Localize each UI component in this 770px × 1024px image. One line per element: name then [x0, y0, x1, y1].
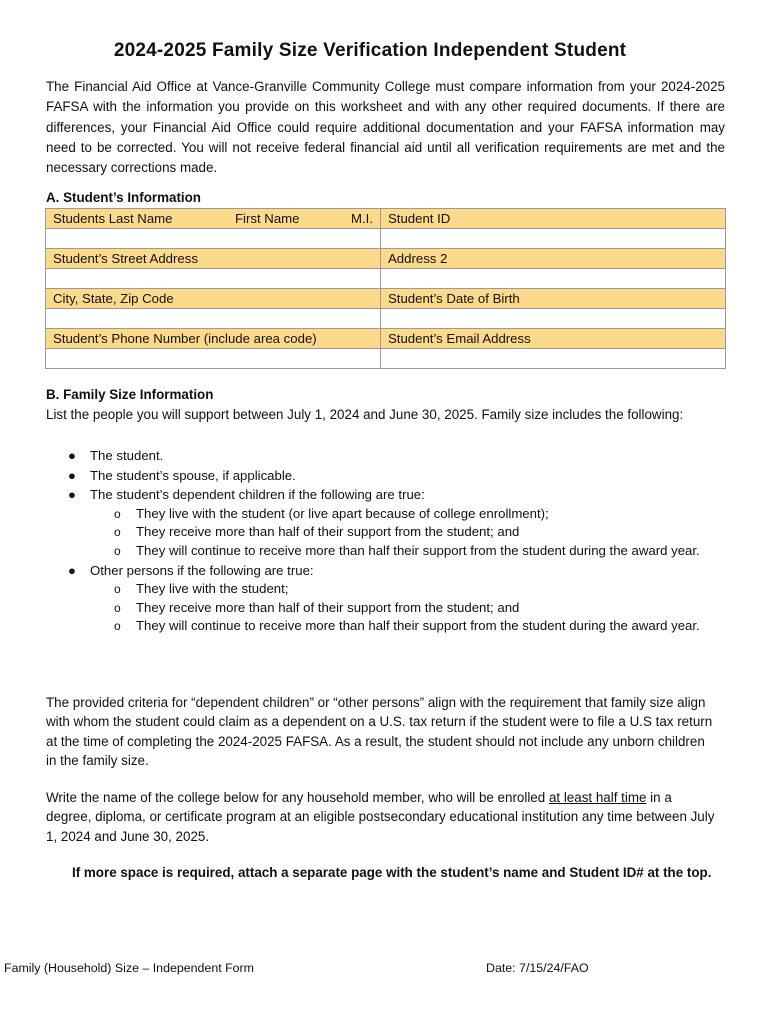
student-info-table: [45, 208, 726, 369]
phone-field[interactable]: [46, 349, 381, 369]
list-item-text: The student’s spouse, if applicable.: [90, 467, 296, 483]
list-item: [90, 599, 706, 618]
bullet-icon: ●: [68, 562, 76, 578]
family-size-list: [46, 446, 706, 636]
table-row: [46, 289, 726, 309]
list-item: [90, 617, 706, 636]
list-item: [90, 523, 706, 542]
table-row: [46, 209, 726, 229]
bullet-icon: ●: [68, 467, 76, 483]
date-of-birth-field[interactable]: [381, 309, 726, 329]
circle-bullet-icon: o: [114, 582, 121, 597]
list-item-text: They live with the student;: [136, 581, 289, 597]
name-field[interactable]: [46, 229, 381, 249]
list-item-text: They receive more than half of their support from the student; and: [136, 599, 520, 615]
list-item-text: They will continue to receive more than half their support from the student during the award year.: [136, 618, 700, 634]
circle-bullet-icon: o: [114, 619, 121, 634]
city-state-zip-label: City, State, Zip Code: [46, 289, 381, 309]
bullet-icon: ●: [68, 487, 76, 503]
intro-paragraph: The Financial Aid Office at Vance-Granville Community College must compare information from your 2024-2025 FAFSA with the information you provide on this worksheet and with any other required documents. If there are differences, your Financial Aid Office could require additional documentation and your FAFSA information may need to be corrected. You will not receive federal financial aid until all verification requirements are met and the necessary corrections made.: [46, 79, 725, 176]
table-row: [46, 349, 726, 369]
list-item: [46, 446, 706, 466]
student-id-field[interactable]: [381, 229, 726, 249]
footer-date: Date: 7/15/24/FAO: [486, 961, 589, 975]
list-item-text: Other persons if the following are true:: [90, 562, 314, 578]
list-item: [90, 505, 706, 524]
table-row: [46, 309, 726, 329]
section-a-heading: A. Student’s Information: [46, 190, 201, 205]
list-item-text: They receive more than half of their support from the student; and: [136, 524, 520, 540]
table-row: [46, 249, 726, 269]
phone-label: Student’s Phone Number (include area code): [46, 329, 381, 349]
last-name-label: Students Last Name: [53, 211, 173, 226]
circle-bullet-icon: o: [114, 543, 121, 558]
list-item-text: They live with the student (or live apart because of college enrollment);: [136, 505, 549, 521]
section-b-intro: List the people you will support between July 1, 2024 and June 30, 2025. Family size includes the following:: [46, 407, 684, 422]
street-address-field[interactable]: [46, 269, 381, 289]
email-label: Student’s Email Address: [381, 329, 726, 349]
city-state-zip-field[interactable]: [46, 309, 381, 329]
list-item-text: The student’s dependent children if the following are true:: [90, 487, 425, 503]
table-row: [46, 329, 726, 349]
mi-label: M.I.: [351, 211, 373, 226]
college-paragraph: [46, 788, 716, 846]
address-2-field[interactable]: [381, 269, 726, 289]
circle-bullet-icon: o: [114, 506, 121, 521]
circle-bullet-icon: o: [114, 525, 121, 540]
email-field[interactable]: [381, 349, 726, 369]
list-item: [90, 580, 706, 599]
page-title: 2024-2025 Family Size Verification Independent Student: [113, 40, 627, 61]
address-2-label: Address 2: [381, 249, 726, 269]
student-id-label: Student ID: [381, 209, 726, 229]
college-text-part2: in a degree, diploma, or certificate program at an eligible postsecondary educational institution any time between July 1, 2024 and June 30, 2025.: [46, 790, 715, 844]
section-b-heading: B. Family Size Information: [46, 387, 214, 402]
children-conditions-list: [90, 505, 706, 561]
college-text-part1: Write the name of the college below for any household member, who will be enrolled: [46, 790, 549, 805]
footer-form-name: Family (Household) Size – Independent Form: [4, 961, 254, 975]
list-item: [46, 466, 706, 486]
list-item: [90, 542, 706, 561]
extra-space-note: If more space is required, attach a separate page with the student’s name and Student ID# at the top.: [72, 865, 712, 880]
street-address-label: Student’s Street Address: [46, 249, 381, 269]
first-name-label: First Name: [235, 211, 300, 226]
criteria-paragraph: The provided criteria for “dependent children” or “other persons” align with the requirement that family size align with whom the student could claim as a dependent on a U.S. tax return if the student were to file a U.S tax return at the time of completing the 2024-2025 FAFSA. As a result, the student should not include any unborn children in the family size.: [46, 695, 713, 769]
table-row: [46, 269, 726, 289]
other-conditions-list: [90, 580, 706, 636]
list-item: [46, 561, 706, 636]
date-of-birth-label: Student’s Date of Birth: [381, 289, 726, 309]
circle-bullet-icon: o: [114, 600, 121, 615]
list-item-text: The student.: [90, 448, 164, 463]
half-time-emphasis: at least half time: [548, 790, 647, 805]
table-row: [46, 229, 726, 249]
list-item-text: They will continue to receive more than half their support from the student during the award year.: [136, 542, 700, 558]
bullet-icon: ●: [68, 448, 76, 463]
list-item: [46, 485, 706, 560]
name-label-cell: [46, 209, 381, 229]
